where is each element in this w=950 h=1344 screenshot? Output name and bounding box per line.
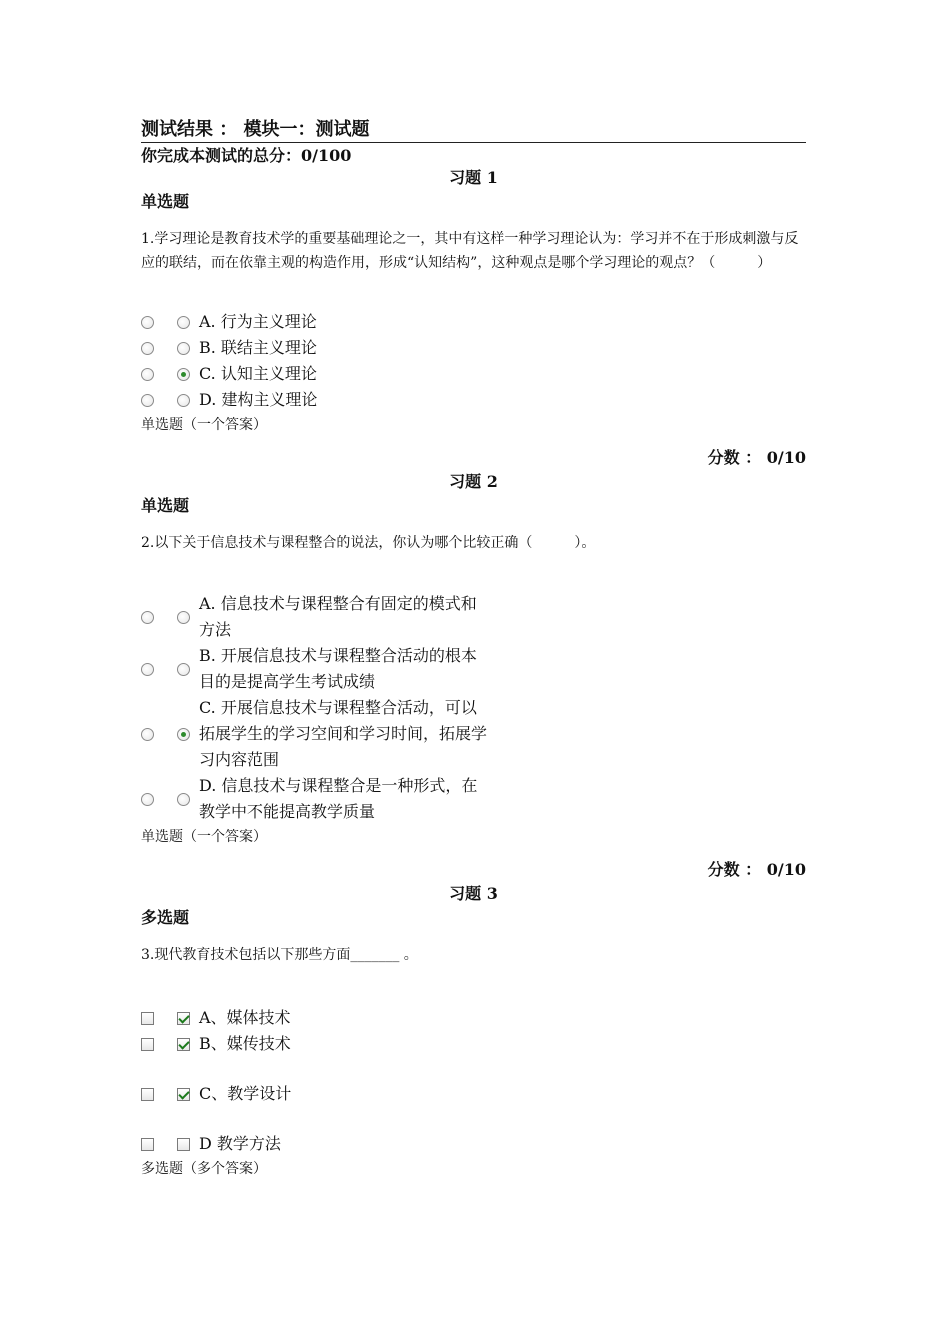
correct-answer-radio[interactable] — [141, 368, 154, 381]
correct-answer-radio[interactable] — [141, 663, 154, 676]
option-d — [141, 773, 806, 825]
option-b — [141, 643, 806, 695]
option-a — [141, 1005, 806, 1031]
option-label: A、媒体技术 — [199, 1008, 291, 1027]
question-1 — [141, 167, 806, 469]
option-list — [141, 309, 806, 413]
correct-answer-checkbox[interactable] — [141, 1038, 154, 1051]
user-answer-checkbox-checked[interactable] — [177, 1038, 190, 1051]
test-result-page — [141, 118, 806, 1179]
option-b — [141, 335, 806, 361]
option-label: C、教学设计 — [199, 1084, 292, 1103]
question-type: 单选题 — [141, 192, 190, 211]
option-list — [141, 1005, 806, 1157]
question-heading: 习题 1 — [449, 168, 498, 187]
option-label: A. 信息技术与课程整合有固定的模式和方法 — [199, 594, 477, 639]
correct-answer-radio[interactable] — [141, 394, 154, 407]
question-note: 多选题（多个答案） — [141, 1161, 267, 1177]
question-score: 分数 ： 0/10 — [707, 860, 806, 879]
question-stem: 1.学习理论是教育技术学的重要基础理论之一，其中有这样一种学习理论认为：学习并不在于形成刺激与反应的联结，而在依靠主观的构造作用，形成“认知结构”，这种观点是哪个学习理论的观点？（ ） — [141, 231, 799, 271]
user-answer-radio[interactable] — [177, 316, 190, 329]
user-answer-checkbox-checked[interactable] — [177, 1012, 190, 1025]
question-note: 单选题（一个答案） — [141, 417, 267, 433]
question-heading: 习题 3 — [449, 884, 498, 903]
correct-answer-checkbox[interactable] — [141, 1088, 154, 1101]
question-stem: 2.以下关于信息技术与课程整合的说法，你认为哪个比较正确（ ）。 — [141, 535, 596, 551]
correct-answer-checkbox[interactable] — [141, 1138, 154, 1151]
option-label: C. 开展信息技术与课程整合活动，可以拓展学生的学习空间和学习时间，拓展学习内容范围 — [199, 698, 488, 769]
user-answer-radio-selected[interactable] — [177, 728, 190, 741]
question-3 — [141, 883, 806, 1179]
correct-answer-radio[interactable] — [141, 611, 154, 624]
option-label: B、媒传技术 — [199, 1034, 291, 1053]
option-c — [141, 695, 806, 773]
option-b — [141, 1031, 806, 1057]
option-label: A. 行为主义理论 — [199, 312, 317, 331]
option-label: C. 认知主义理论 — [199, 364, 317, 383]
correct-answer-radio[interactable] — [141, 342, 154, 355]
user-answer-radio[interactable] — [177, 611, 190, 624]
option-label: B. 联结主义理论 — [199, 338, 317, 357]
page-title: 测试结果 ： 模块一：测试题 — [141, 118, 806, 143]
option-c — [141, 1081, 806, 1107]
option-d — [141, 1131, 806, 1157]
option-a — [141, 591, 806, 643]
correct-answer-checkbox[interactable] — [141, 1012, 154, 1025]
user-answer-radio[interactable] — [177, 663, 190, 676]
option-c — [141, 361, 806, 387]
question-note: 单选题（一个答案） — [141, 829, 267, 845]
question-stem: 3.现代教育技术包括以下那些方面_______ 。 — [141, 947, 418, 963]
question-type: 单选题 — [141, 496, 190, 515]
question-type: 多选题 — [141, 908, 190, 927]
question-2 — [141, 471, 806, 881]
correct-answer-radio[interactable] — [141, 316, 154, 329]
user-answer-radio[interactable] — [177, 342, 190, 355]
user-answer-radio[interactable] — [177, 394, 190, 407]
question-heading: 习题 2 — [449, 472, 498, 491]
option-label: D. 信息技术与课程整合是一种形式，在教学中不能提高教学质量 — [199, 776, 478, 821]
correct-answer-radio[interactable] — [141, 793, 154, 806]
user-answer-radio-selected[interactable] — [177, 368, 190, 381]
option-label: D 教学方法 — [199, 1134, 281, 1153]
question-score: 分数 ： 0/10 — [707, 448, 806, 467]
total-score: 你完成本测试的总分：0/100 — [141, 146, 352, 165]
user-answer-radio[interactable] — [177, 793, 190, 806]
option-a — [141, 309, 806, 335]
option-label: B. 开展信息技术与课程整合活动的根本目的是提高学生考试成绩 — [199, 646, 477, 691]
correct-answer-radio[interactable] — [141, 728, 154, 741]
option-list — [141, 591, 806, 825]
option-d — [141, 387, 806, 413]
user-answer-checkbox-checked[interactable] — [177, 1088, 190, 1101]
user-answer-checkbox[interactable] — [177, 1138, 190, 1151]
option-label: D. 建构主义理论 — [199, 390, 318, 409]
